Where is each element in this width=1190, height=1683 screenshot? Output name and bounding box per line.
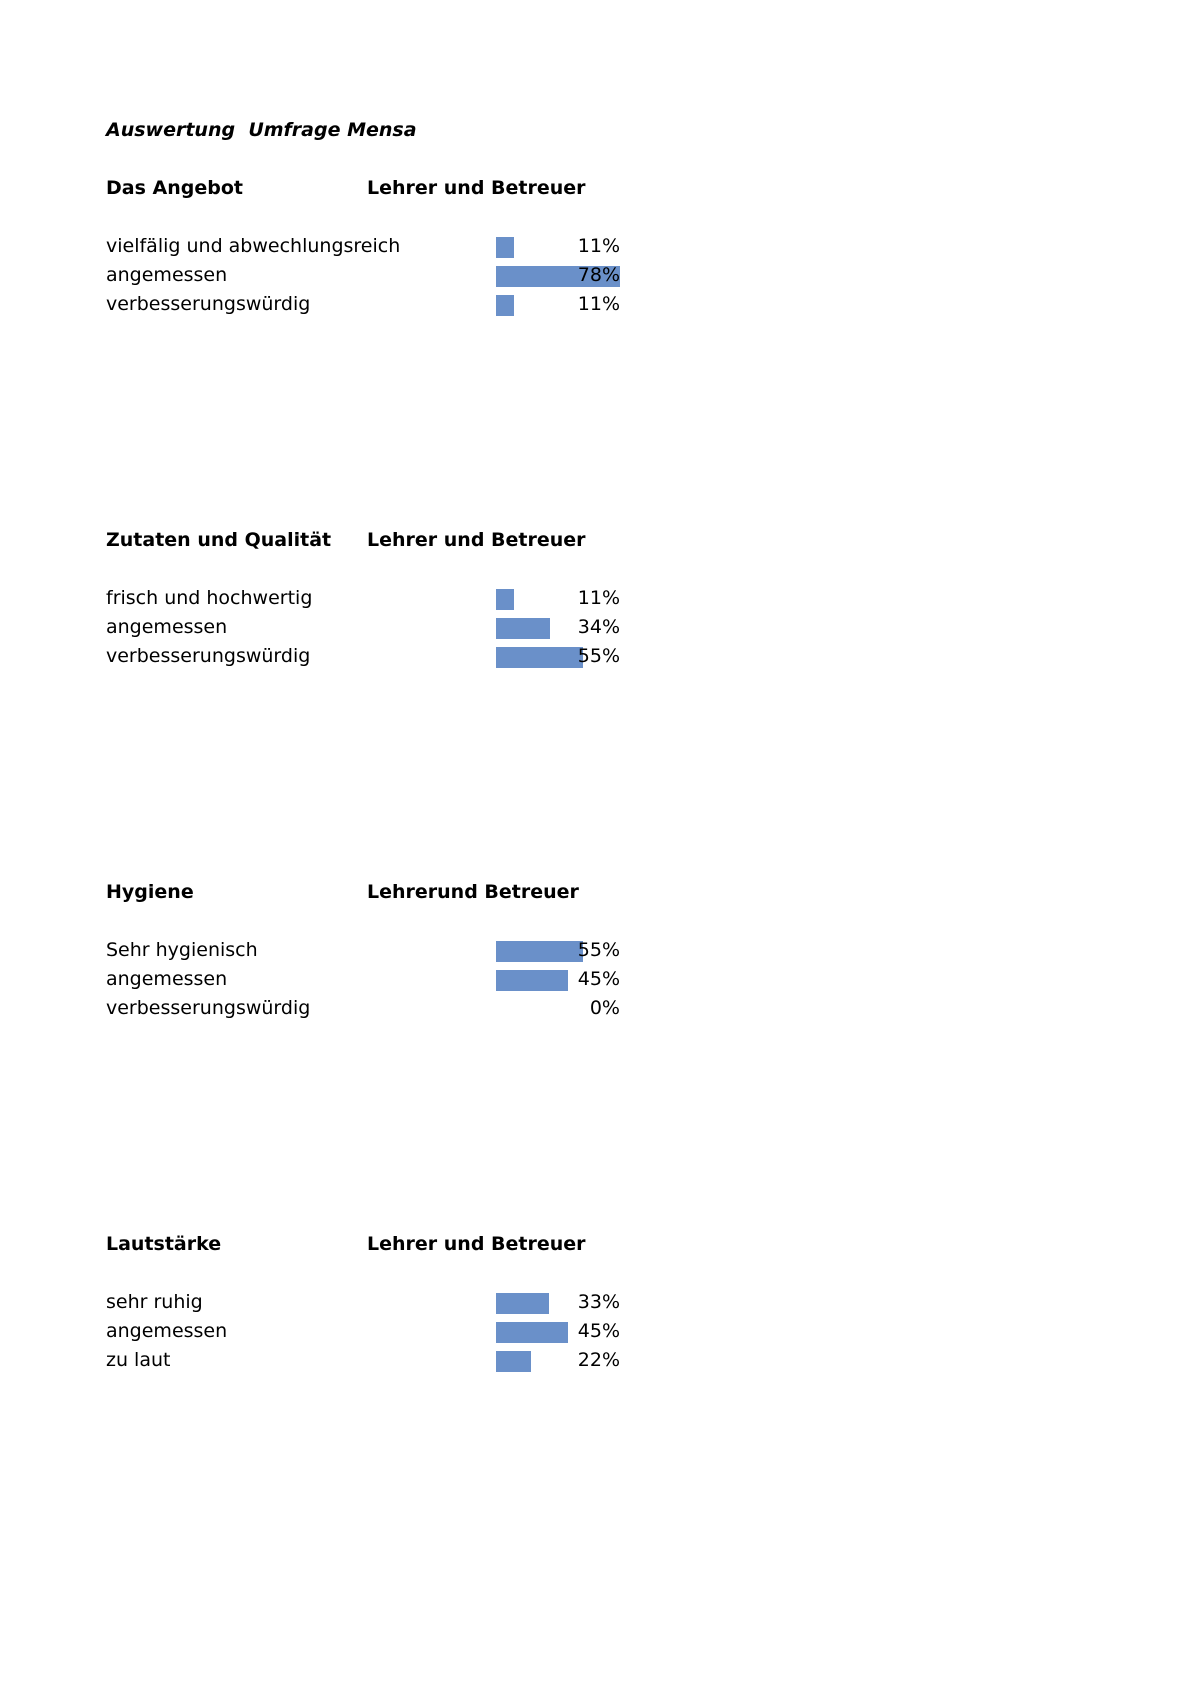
- data-row: [0, 262, 700, 291]
- section-heading: Lautstärke: [106, 1233, 222, 1255]
- section-hygiene: [0, 879, 1190, 1039]
- row-value: 45%: [577, 968, 620, 990]
- row-value: 55%: [577, 645, 620, 667]
- data-row: [0, 937, 700, 966]
- data-row: [0, 995, 700, 1024]
- row-label: angemessen: [106, 264, 228, 286]
- section-group-label: Lehrer und Betreuer: [367, 529, 586, 551]
- data-row: [0, 585, 700, 614]
- section-zutaten: [0, 527, 1190, 687]
- data-row: [0, 1318, 700, 1347]
- row-value: 34%: [577, 616, 620, 638]
- row-value: 22%: [577, 1349, 620, 1371]
- row-value: 78%: [577, 264, 620, 286]
- data-bar: [496, 1351, 531, 1372]
- row-label: frisch und hochwertig: [106, 587, 313, 609]
- row-value: 0%: [589, 997, 620, 1019]
- row-label: verbesserungswürdig: [106, 645, 311, 667]
- row-value: 11%: [577, 235, 620, 257]
- row-value: 55%: [577, 939, 620, 961]
- section-group-label: Lehrer und Betreuer: [367, 177, 586, 199]
- row-label: vielfälig und abwechlungsreich: [106, 235, 401, 257]
- section-heading: Hygiene: [106, 881, 194, 903]
- section-heading: Das Angebot: [106, 177, 243, 199]
- row-label: verbesserungswürdig: [106, 293, 311, 315]
- data-row: [0, 233, 700, 262]
- data-bar: [496, 295, 514, 316]
- data-row: [0, 643, 700, 672]
- row-label: angemessen: [106, 616, 228, 638]
- page-title: Auswertung Umfrage Mensa: [106, 119, 417, 141]
- row-label: zu laut: [106, 1349, 171, 1371]
- row-label: sehr ruhig: [106, 1291, 203, 1313]
- row-value: 11%: [577, 587, 620, 609]
- section-heading: Zutaten und Qualität: [106, 529, 332, 551]
- row-label: verbesserungswürdig: [106, 997, 311, 1019]
- data-bar: [496, 237, 514, 258]
- data-bar: [496, 589, 514, 610]
- row-value: 33%: [577, 1291, 620, 1313]
- row-label: Sehr hygienisch: [106, 939, 258, 961]
- row-label: angemessen: [106, 968, 228, 990]
- data-row: [0, 614, 700, 643]
- section-angebot: [0, 175, 1190, 335]
- data-row: [0, 291, 700, 320]
- section-group-label: Lehrer und Betreuer: [367, 1233, 586, 1255]
- row-value: 11%: [577, 293, 620, 315]
- row-label: angemessen: [106, 1320, 228, 1342]
- data-row: [0, 966, 700, 995]
- data-row: [0, 1347, 700, 1376]
- row-value: 45%: [577, 1320, 620, 1342]
- section-lautstaerke: [0, 1231, 1190, 1391]
- data-row: [0, 1289, 700, 1318]
- section-group-label: Lehrerund Betreuer: [367, 881, 579, 903]
